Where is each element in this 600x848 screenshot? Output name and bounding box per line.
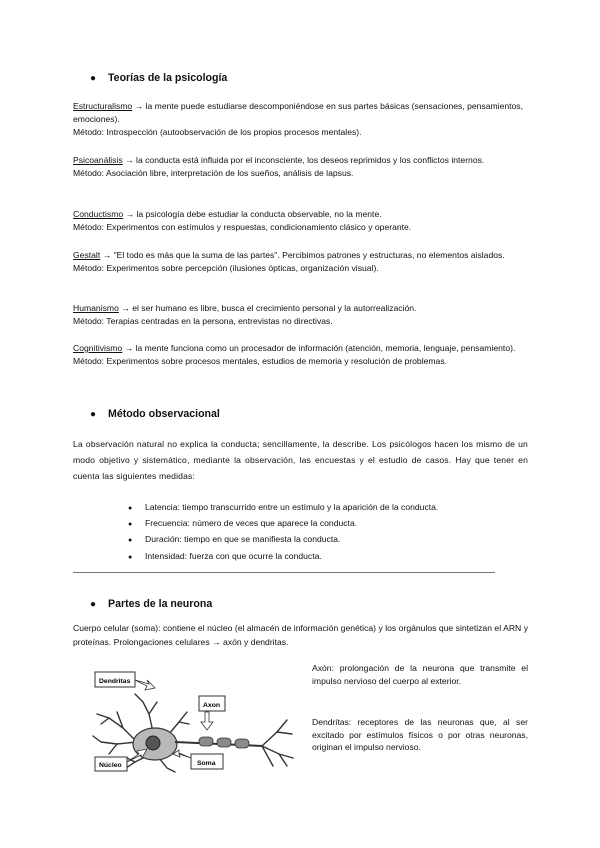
theory-name: Gestalt xyxy=(73,250,101,260)
theory-name: Estructuralismo xyxy=(73,101,133,111)
arrow-icon xyxy=(173,750,191,758)
list-item xyxy=(128,549,438,565)
list-item xyxy=(128,532,438,548)
measures-list xyxy=(128,500,438,565)
measure-text: Frecuencia: número de veces que aparece la conducta. xyxy=(145,518,358,529)
theory-method: Método: Introspección (autoobservación de los propios procesos mentales). xyxy=(73,126,362,137)
theory-desc: → "El todo es más que la suma de las partes". Percibimos patrones y estructuras, no elementos aislados. xyxy=(100,250,505,260)
section-heading-method xyxy=(90,408,220,420)
label-axon: Axon xyxy=(203,702,220,709)
neuron-intro: Cuerpo celular (soma): contiene el núcleo (el almacén de información genética) y los orgánulos que sintetizan el ARN y proteínas. Prolongaciones celulares → axón y dendritas. xyxy=(73,623,528,647)
bullet: ● xyxy=(128,553,133,561)
theory-behaviorism xyxy=(73,208,528,234)
theory-desc: → el ser humano es libre, busca el crecimiento personal y la autorrealización. xyxy=(118,303,417,313)
bullet: ● xyxy=(128,537,133,545)
section-heading-theories xyxy=(90,72,227,84)
heading-text: Método observacional xyxy=(108,408,220,420)
theory-desc: → la mente funciona como un procesador de información (atención, memoria, lenguaje, pensamiento). xyxy=(122,343,516,353)
theory-name: Psicoanálisis xyxy=(73,155,123,165)
heading-text: Partes de la neurona xyxy=(108,598,213,610)
theory-structuralism xyxy=(73,100,528,138)
neuron-diagram xyxy=(87,662,299,774)
label-soma: Soma xyxy=(197,760,216,767)
theory-method: Método: Experimentos con estímulos y respuestas, condicionamiento clásico y operante. xyxy=(73,221,412,232)
arrow-icon xyxy=(201,712,213,730)
theory-method: Método: Terapias centradas en la persona, entrevistas no directivas. xyxy=(73,315,333,326)
heading-text: Teorías de la psicología xyxy=(108,72,228,84)
dendrites-definition: Dendritas: receptores de las neuronas que, al ser excitado por estímulos físicos o por otras neuronas, originan el impulso nervioso. xyxy=(312,717,528,753)
myelin-sheath xyxy=(199,737,249,748)
bullet: ● xyxy=(128,505,133,512)
axon-definition: Axón: prolongación de la neurona que transmite el impulso nervioso del cuerpo al exterior. xyxy=(312,663,528,686)
theory-cognitivism xyxy=(73,342,528,368)
label-nucleo: Núcleo xyxy=(99,762,122,769)
section-heading-neuron xyxy=(90,598,212,610)
theory-gestalt xyxy=(73,249,528,275)
theory-name: Cognitivismo xyxy=(73,343,123,353)
measure-text: Intensidad: fuerza con que ocurre la conducta. xyxy=(145,550,322,561)
label-dendritas: Dendritas xyxy=(99,678,131,685)
theory-desc: → la conducta está influida por el inconsciente, los deseos reprimidos y los conflictos internos. xyxy=(122,155,485,165)
theory-desc: → la psicología debe estudiar la conducta observable, no la mente. xyxy=(123,209,382,219)
horizontal-divider xyxy=(73,572,495,573)
bullet: ● xyxy=(90,599,97,610)
bullet: ● xyxy=(128,521,133,529)
theory-method: Método: Experimentos sobre procesos mentales, estudios de memoria y resolución de problemas. xyxy=(73,355,448,366)
observational-paragraph: La observación natural no explica la conducta; sencillamente, la describe. Los psicólogos hacen los mismo de un modo objetivo y sistemático, mediante la observación, las encuestas y el estudio de casos. Hay que tener en cuenta las siguientes medidas: xyxy=(73,439,528,481)
nucleus-shape xyxy=(146,736,160,750)
theory-method: Método: Asociación libre, interpretación de los sueños, análisis de lapsus. xyxy=(73,167,354,178)
theory-name: Humanismo xyxy=(73,303,119,313)
measure-text: Duración: tiempo en que se manifiesta la conducta. xyxy=(145,534,341,545)
theory-desc: → la mente puede estudiarse descomponiéndose en sus partes básicas (sensaciones, pensamientos, emociones). xyxy=(73,101,523,124)
theory-psychoanalysis xyxy=(73,154,528,180)
theory-name: Conductismo xyxy=(73,209,124,219)
list-item xyxy=(128,500,438,516)
bullet: ● xyxy=(90,409,97,420)
bullet: ● xyxy=(90,73,97,84)
arrow-icon xyxy=(135,680,155,690)
list-item xyxy=(128,516,438,532)
theory-method: Método: Experimentos sobre percepción (ilusiones ópticas, organización visual). xyxy=(73,262,379,273)
theory-humanism xyxy=(73,302,528,328)
measure-text: Latencia: tiempo transcurrido entre un estímulo y la aparición de la conducta. xyxy=(145,502,439,512)
